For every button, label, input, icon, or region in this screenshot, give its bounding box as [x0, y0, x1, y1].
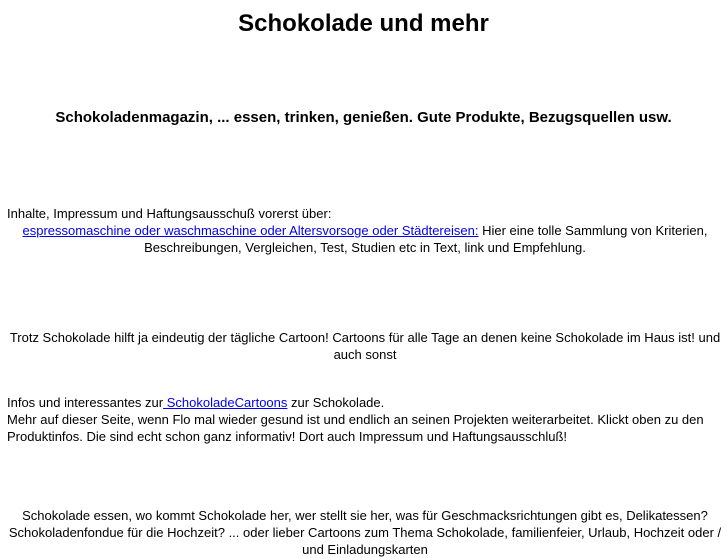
- infos-line: [7, 394, 723, 411]
- page-subtitle: Schokoladenmagazin, ... essen, trinken, genießen. Gute Produkte, Bezugsquellen usw.: [55, 109, 672, 126]
- category-link[interactable]: espressomaschine oder waschmaschine oder Altersvorsoge oder Städtereisen:: [22, 223, 479, 238]
- intro-paragraph: [7, 222, 723, 256]
- bottom-paragraph: Schokolade essen, wo kommt Schokolade her, wer stellt sie her, was für Geschmacksrichtungen gibt es, Delikatessen? Schokoladenfondue für die Hochzeit? ... oder lieber Cartoons zum Thema Schokolade, familienfeier, Urlaub, Hochzeit oder / und Einladungskarten: [8, 508, 722, 557]
- page-title: Schokolade und mehr: [238, 10, 489, 37]
- intro-section: [7, 205, 723, 256]
- schokoladecartoons-link[interactable]: SchokoladeCartoons: [163, 395, 288, 410]
- infos-section: [7, 394, 723, 445]
- infos-more: Mehr auf dieser Seite, wenn Flo mal wieder gesund ist und endlich an seinen Projekten weiterarbeitet. Klickt oben zu den Produktinfos. Die sind echt schon ganz informativ! Dort auch Impressum und Haftungsausschluß!: [7, 412, 704, 444]
- infos-before: Infos und interessantes zur: [7, 395, 164, 410]
- cartoon-paragraph: Trotz Schokolade hilft ja eindeutig der tägliche Cartoon! Cartoons für alle Tage an denen keine Schokolade im Haus ist! und auch sonst: [9, 330, 721, 362]
- intro-rest: Hier eine tolle Sammlung von Kriterien, Beschreibungen, Vergleichen, Test, Studien etc in Text, link und Empfehlung.: [144, 223, 708, 255]
- infos-after: zur Schokolade.: [287, 395, 385, 410]
- intro-line: Inhalte, Impressum und Haftungsausschuß vorerst über:: [7, 206, 332, 221]
